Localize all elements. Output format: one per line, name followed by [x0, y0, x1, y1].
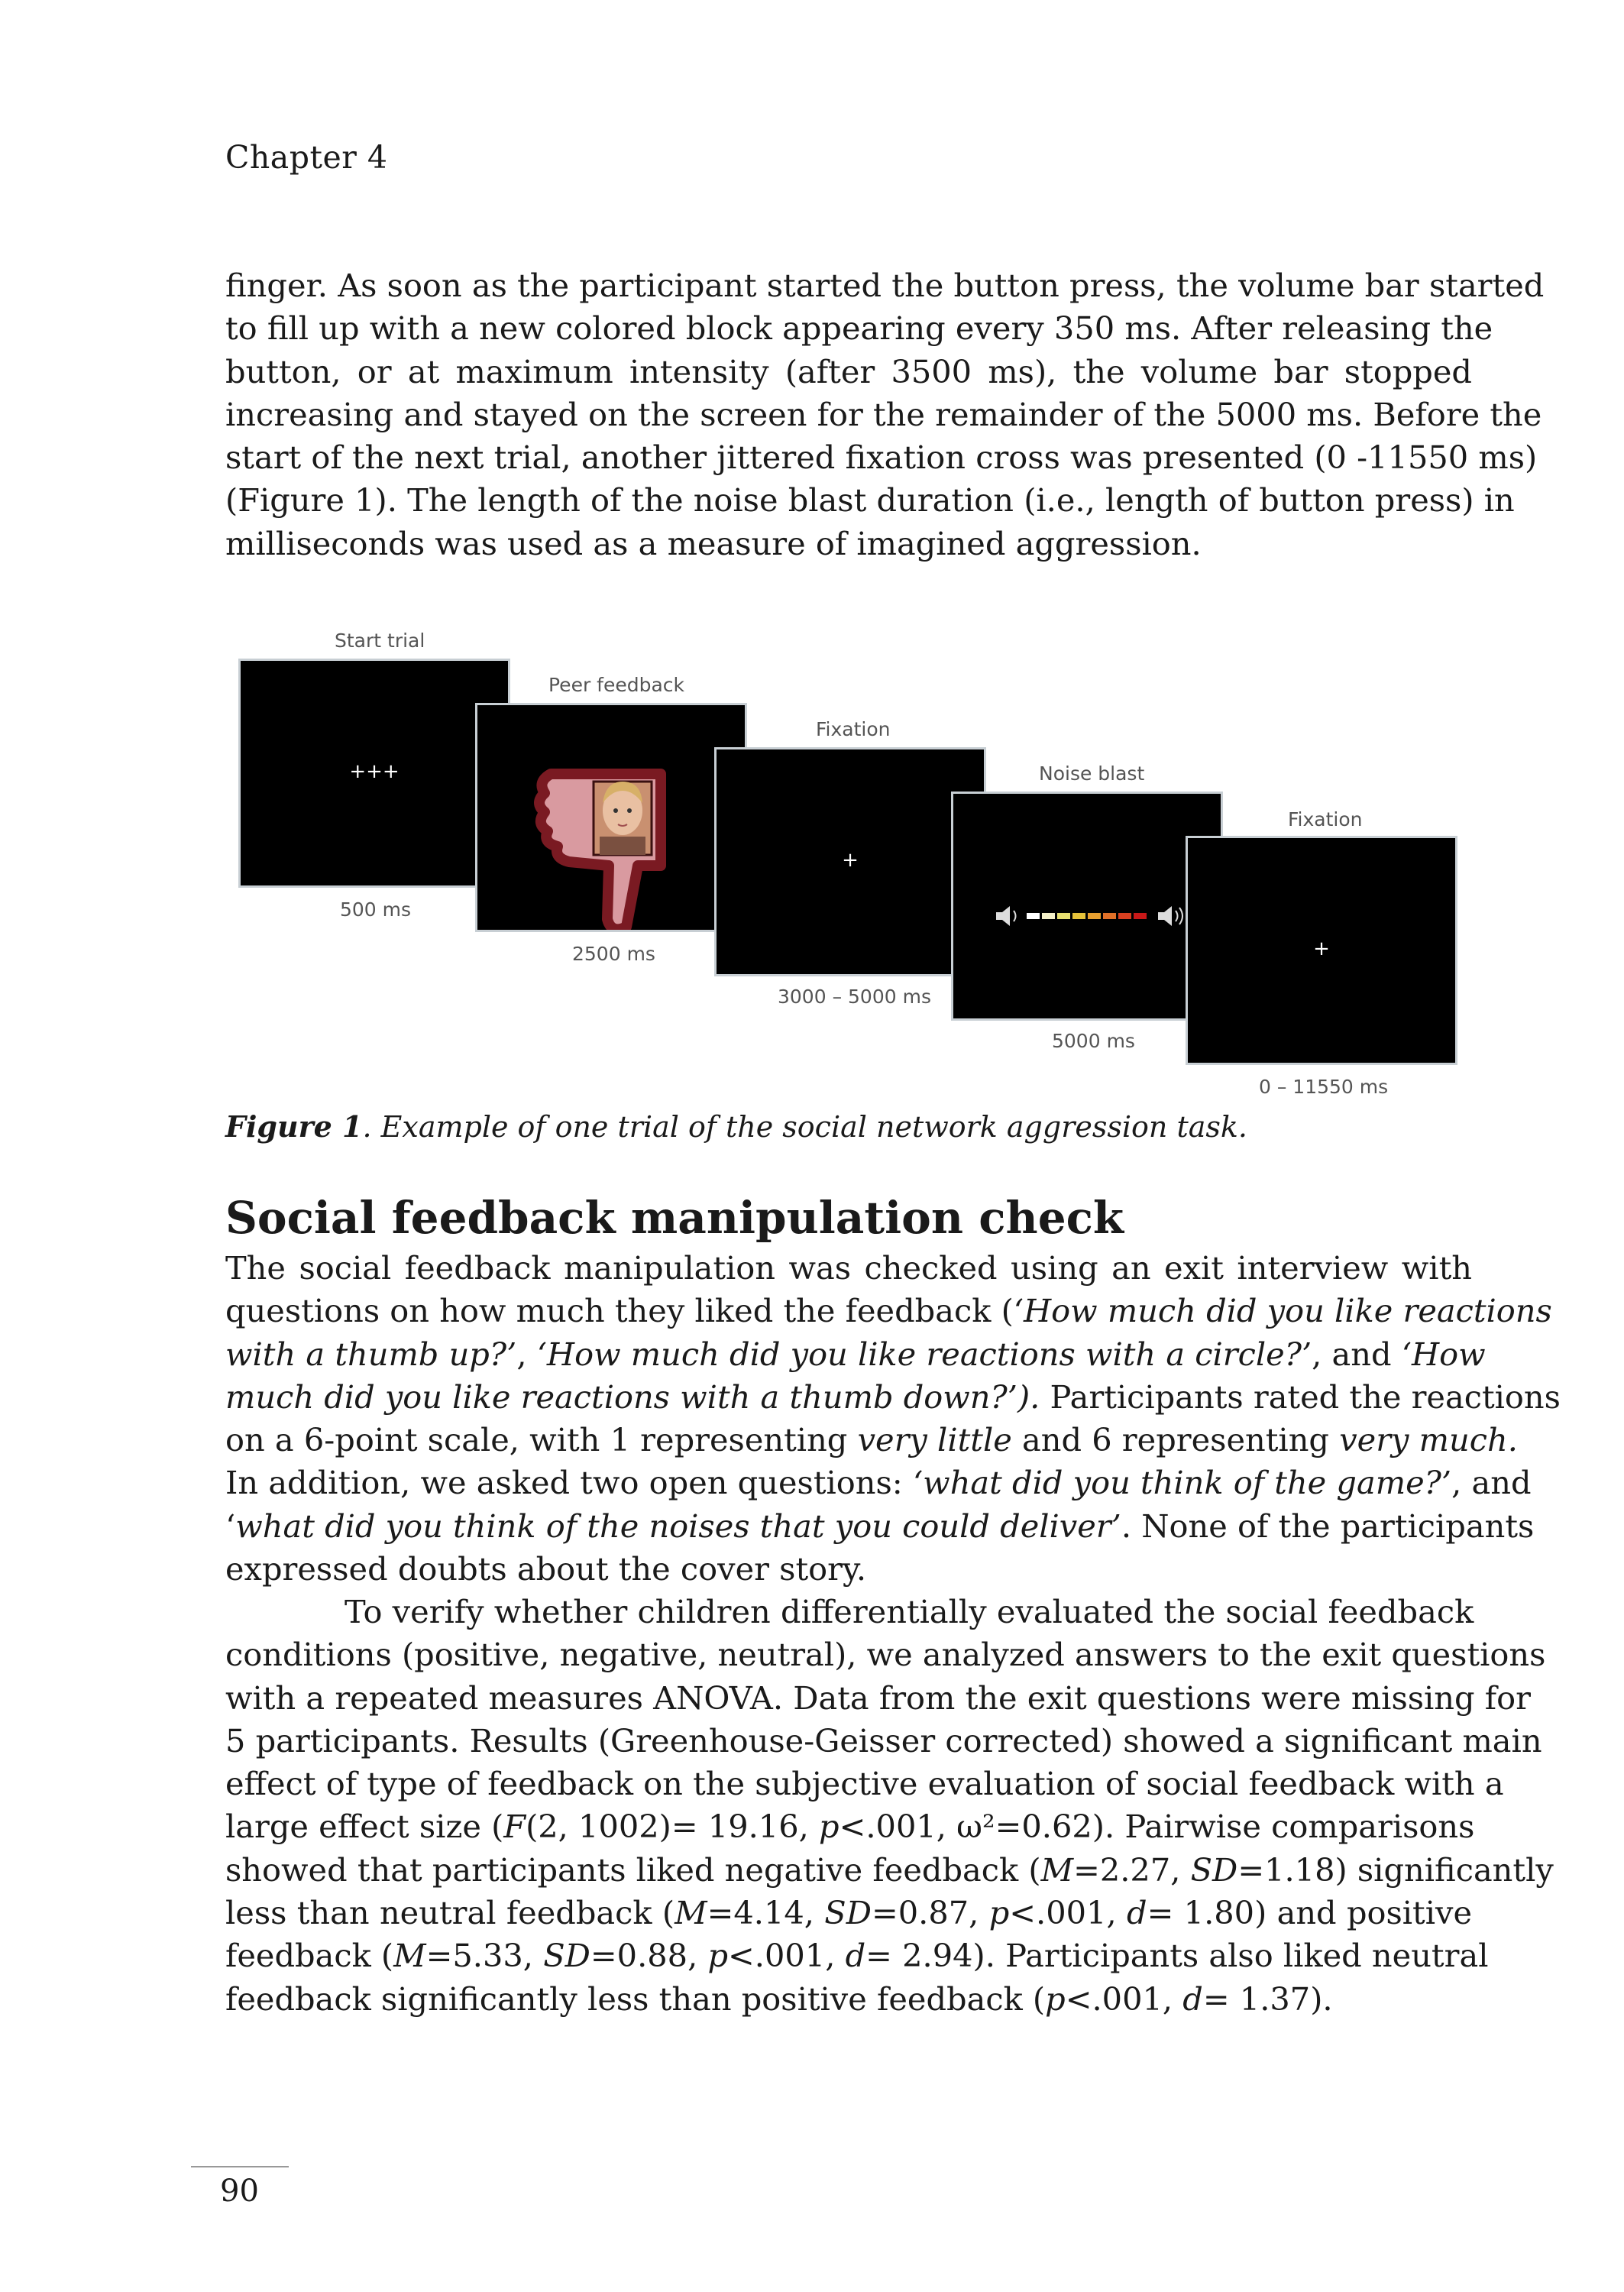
volume-block [1118, 913, 1131, 919]
volume-block [1134, 913, 1147, 919]
panel-title-fixation: Fixation [816, 718, 891, 740]
text-line: feedback significantly less than positive feedback (p<.001, d= 1.37). [225, 1980, 1333, 2018]
text-line: button, or at maximum intensity (after 3500 ms), the volume bar stopped [225, 352, 1472, 390]
panel-title-peer-feedback: Peer feedback [548, 674, 685, 696]
screen-fixation-2 [1186, 836, 1457, 1065]
text-line: much did you like reactions with a thumb down?’). Participants rated the reactions [225, 1377, 1561, 1416]
text-line: showed that participants liked negative feedback (M=2.27, SD=1.18) significantly [225, 1850, 1554, 1889]
screen-start-trial [238, 659, 510, 888]
text-line: ‘what did you think of the noises that you could deliver’. None of the participants [225, 1507, 1535, 1545]
caption-label: Figure 1 [225, 1109, 363, 1144]
panel-title-fixation-2: Fixation [1288, 808, 1363, 830]
text-line: expressed doubts about the cover story. [225, 1550, 867, 1588]
paragraph-3 [225, 1591, 1554, 2021]
panel-duration-noise-blast: 5000 ms [1052, 1030, 1135, 1052]
text-line: on a 6-point scale, with 1 representing very little and 6 representing very much. [225, 1421, 1518, 1459]
page-number: 90 [220, 2174, 259, 2209]
panel-title-noise-blast: Noise blast [1039, 762, 1145, 785]
text-line: 5 participants. Results (Greenhouse-Geisser corrected) showed a significant main [225, 1721, 1542, 1759]
volume-blocks [1027, 913, 1147, 919]
fixation-cross: + [1313, 937, 1330, 960]
section-title: Social feedback manipulation check [225, 1192, 1124, 1244]
text-line: conditions (positive, negative, neutral), we analyzed answers to the exit questions [225, 1636, 1546, 1674]
volume-bar [953, 794, 1221, 1018]
text-line: with a repeated measures ANOVA. Data from the exit questions were missing for [225, 1679, 1531, 1717]
text-line: milliseconds was used as a measure of imagined aggression. [225, 524, 1202, 562]
text-line: increasing and stayed on the screen for the remainder of the 5000 ms. Before the [225, 395, 1542, 433]
text-line: less than neutral feedback (M=4.14, SD=0.87, p<.001, d= 1.80) and positive [225, 1894, 1473, 1932]
speaker-left-icon [996, 906, 1016, 926]
volume-block [1027, 913, 1040, 919]
text-line: The social feedback manipulation was checked using an exit interview with [225, 1249, 1472, 1287]
screen-peer-feedback [475, 703, 747, 932]
volume-block [1103, 913, 1116, 919]
footer-rule [191, 2166, 289, 2167]
screen-noise-blast [951, 792, 1223, 1021]
speaker-right-icon [1158, 906, 1182, 926]
text-line: feedback (M=5.33, SD=0.88, p<.001, d= 2.94). Participants also liked neutral [225, 1937, 1489, 1975]
volume-block [1042, 913, 1055, 919]
panel-duration-start-trial: 500 ms [340, 898, 412, 921]
text-line: large effect size (F(2, 1002)= 19.16, p<.001, ω²=0.62). Pairwise comparisons [225, 1808, 1475, 1846]
running-head: Chapter 4 [225, 139, 388, 176]
text-line: (Figure 1). The length of the noise blast duration (i.e., length of button press) in [225, 481, 1515, 520]
panel-duration-fixation: 3000 – 5000 ms [778, 986, 931, 1008]
volume-block [1072, 913, 1085, 919]
text-line: questions on how much they liked the feedback (‘How much did you like reactions [225, 1292, 1552, 1330]
figure-caption [225, 1109, 1247, 1144]
volume-block [1057, 913, 1070, 919]
paragraph-1 [225, 264, 1545, 565]
caption-text: . Example of one trial of the social network aggression task. [362, 1110, 1247, 1144]
text-line: finger. As soon as the participant started the button press, the volume bar started [225, 267, 1545, 304]
fixation-cross: + [842, 849, 859, 872]
text-line: effect of type of feedback on the subjective evaluation of social feedback with a [225, 1765, 1504, 1803]
panel-duration-peer-feedback: 2500 ms [572, 943, 655, 965]
volume-block [1088, 913, 1101, 919]
text-line: to fill up with a new colored block appearing every 350 ms. After releasing the [225, 309, 1493, 348]
text-line: To verify whether children differentially evaluated the social feedback [345, 1593, 1474, 1630]
fixation-triple-cross: +++ [349, 760, 400, 783]
text-line: In addition, we asked two open questions: ‘what did you think of the game?’, and [225, 1464, 1532, 1502]
panel-title-start-trial: Start trial [335, 630, 425, 652]
trial-sequence-figure [229, 611, 1482, 1108]
screen-fixation [714, 747, 986, 976]
panel-duration-fixation-2: 0 – 11550 ms [1259, 1076, 1389, 1098]
text-line: with a thumb up?’, ‘How much did you like reactions with a circle?’, and ‘How [225, 1335, 1486, 1373]
text-line: start of the next trial, another jittered fixation cross was presented (0 -11550 ms) [225, 439, 1538, 477]
thumb-down-icon [477, 705, 745, 930]
paragraph-2 [225, 1247, 1561, 1591]
